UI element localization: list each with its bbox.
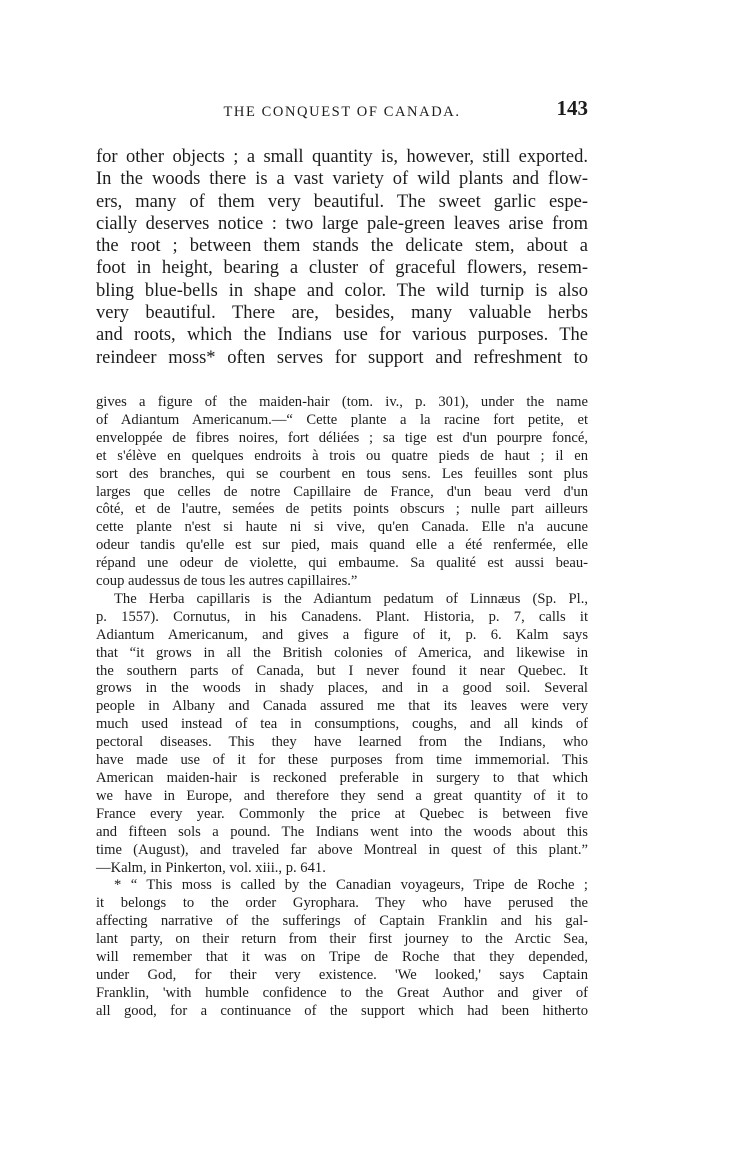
footnote-line: American maiden-hair is reckoned preferable in surgery to that which — [96, 770, 588, 786]
main-text-line: ers, many of them very beautiful. The sweet garlic espe- — [96, 191, 588, 212]
footnote-line: that “it grows in all the British colonies of America, and likewise in — [96, 644, 588, 661]
main-text-line: very beautiful. There are, besides, many valuable herbs — [96, 303, 588, 324]
book-page — [96, 96, 588, 1021]
footnote-line: côté, et de l'autre, semées de petits points obscurs ; nulle part ailleurs — [96, 501, 588, 518]
main-text-line: the root ; between them stands the delicate stem, about a — [96, 236, 588, 257]
footnote-line: all good, for a continuance of the support which had been hitherto — [96, 1002, 588, 1019]
footnote-line: France every year. Commonly the price at Quebec is between five — [96, 805, 588, 822]
footnote-line: the southern parts of Canada, but I never found it near Quebec. It — [96, 662, 588, 679]
footnote-line: cette plante n'est si haute ni si vive, qu'en Canada. Elle n'a aucune — [96, 519, 588, 536]
main-text-line: and roots, which the Indians use for various purposes. The — [96, 325, 588, 346]
footnote-line: * “ This moss is called by the Canadian voyageurs, Tripe de Roche ; — [114, 877, 588, 894]
main-text-line: cially deserves notice : two large pale-green leaves arise from — [96, 213, 588, 234]
footnote-line: odeur tandis qu'elle est sur pied, mais quand elle a été renfermée, elle — [96, 537, 588, 554]
footnote-line: of Adiantum Americanum.—“ Cette plante a la racine fort petite, et — [96, 411, 588, 428]
footnote-line: we have in Europe, and therefore they send a great quantity of it to — [96, 787, 588, 804]
footnote-line: Adiantum Americanum, and gives a figure of it, p. 6. Kalm says — [96, 626, 588, 643]
main-text-line: reindeer moss* often serves for support and refreshment to — [96, 347, 588, 368]
footnote-line: et s'élève en quelques endroits à trois ou quatre pieds de haut ; il en — [96, 447, 588, 464]
footnote-line: time (August), and traveled far above Montreal in quest of this plant.” — [96, 841, 588, 858]
footnote-line: coup audessus de tous les autres capillaires.” — [96, 573, 358, 590]
main-text-line: bling blue-bells in shape and color. The wild turnip is also — [96, 280, 588, 301]
footnote-line: répand une odeur de violette, qui embaume. Sa qualité est aussi beau- — [96, 555, 588, 572]
footnote-line: Franklin, 'with humble confidence to the Great Author and giver of — [96, 984, 588, 1001]
footnote-line: under God, for their very existence. 'We looked,' says Captain — [96, 966, 588, 983]
footnote-line: p. 1557). Cornutus, in his Canadens. Plant. Historia, p. 7, calls it — [96, 608, 588, 625]
footnote-line: pectoral diseases. This they have learned from the Indians, who — [96, 734, 588, 751]
main-text — [96, 146, 588, 369]
page-number: 143 — [556, 96, 588, 120]
footnote-line: grows in the woods in shady places, and in a good soil. Several — [96, 680, 588, 697]
main-text-line: In the woods there is a vast variety of wild plants and flow- — [96, 169, 588, 190]
footnote-line: sort des branches, qui se courbent en tous sens. Les feuilles sont plus — [96, 465, 588, 482]
footnote-line: will remember that it was on Tripe de Roche that they depended, — [96, 949, 588, 966]
footnote-line: and fifteen sols a pound. The Indians went into the woods about this — [96, 823, 588, 840]
footnote-line: —Kalm, in Pinkerton, vol. xiii., p. 641. — [96, 859, 326, 876]
footnote-line: much used instead of tea in consumptions, coughs, and all kinds of — [96, 716, 588, 733]
running-head: THE CONQUEST OF CANADA. — [223, 104, 461, 120]
footnote-line: it belongs to the order Gyrophara. They who have perused the — [96, 895, 588, 912]
footnote-line: lant party, on their return from their first journey to the Arctic Sea, — [96, 931, 588, 948]
footnote-line: enveloppée de fibres noires, fort déliées ; sa tige est d'un pourpre foncé, — [96, 429, 588, 446]
footnote-line: people in Albany and Canada assured me that its leaves were very — [96, 698, 588, 715]
main-text-line: foot in height, bearing a cluster of graceful flowers, resem- — [96, 258, 588, 279]
footnotes — [96, 394, 588, 1021]
main-text-line: for other objects ; a small quantity is, however, still exported. — [96, 147, 588, 167]
page-header — [96, 96, 588, 128]
footnote-line: The Herba capillaris is the Adiantum pedatum of Linnæus (Sp. Pl., — [114, 590, 588, 607]
footnote-line: have made use of it for these purposes from time immemorial. This — [96, 752, 588, 769]
footnote-line: larges que celles de notre Capillaire de France, d'un beau verd d'un — [96, 483, 588, 500]
footnote-line: affecting narrative of the sufferings of Captain Franklin and his gal- — [96, 913, 588, 930]
footnote-line: gives a figure of the maiden-hair (tom. iv., p. 301), under the name — [96, 393, 588, 410]
